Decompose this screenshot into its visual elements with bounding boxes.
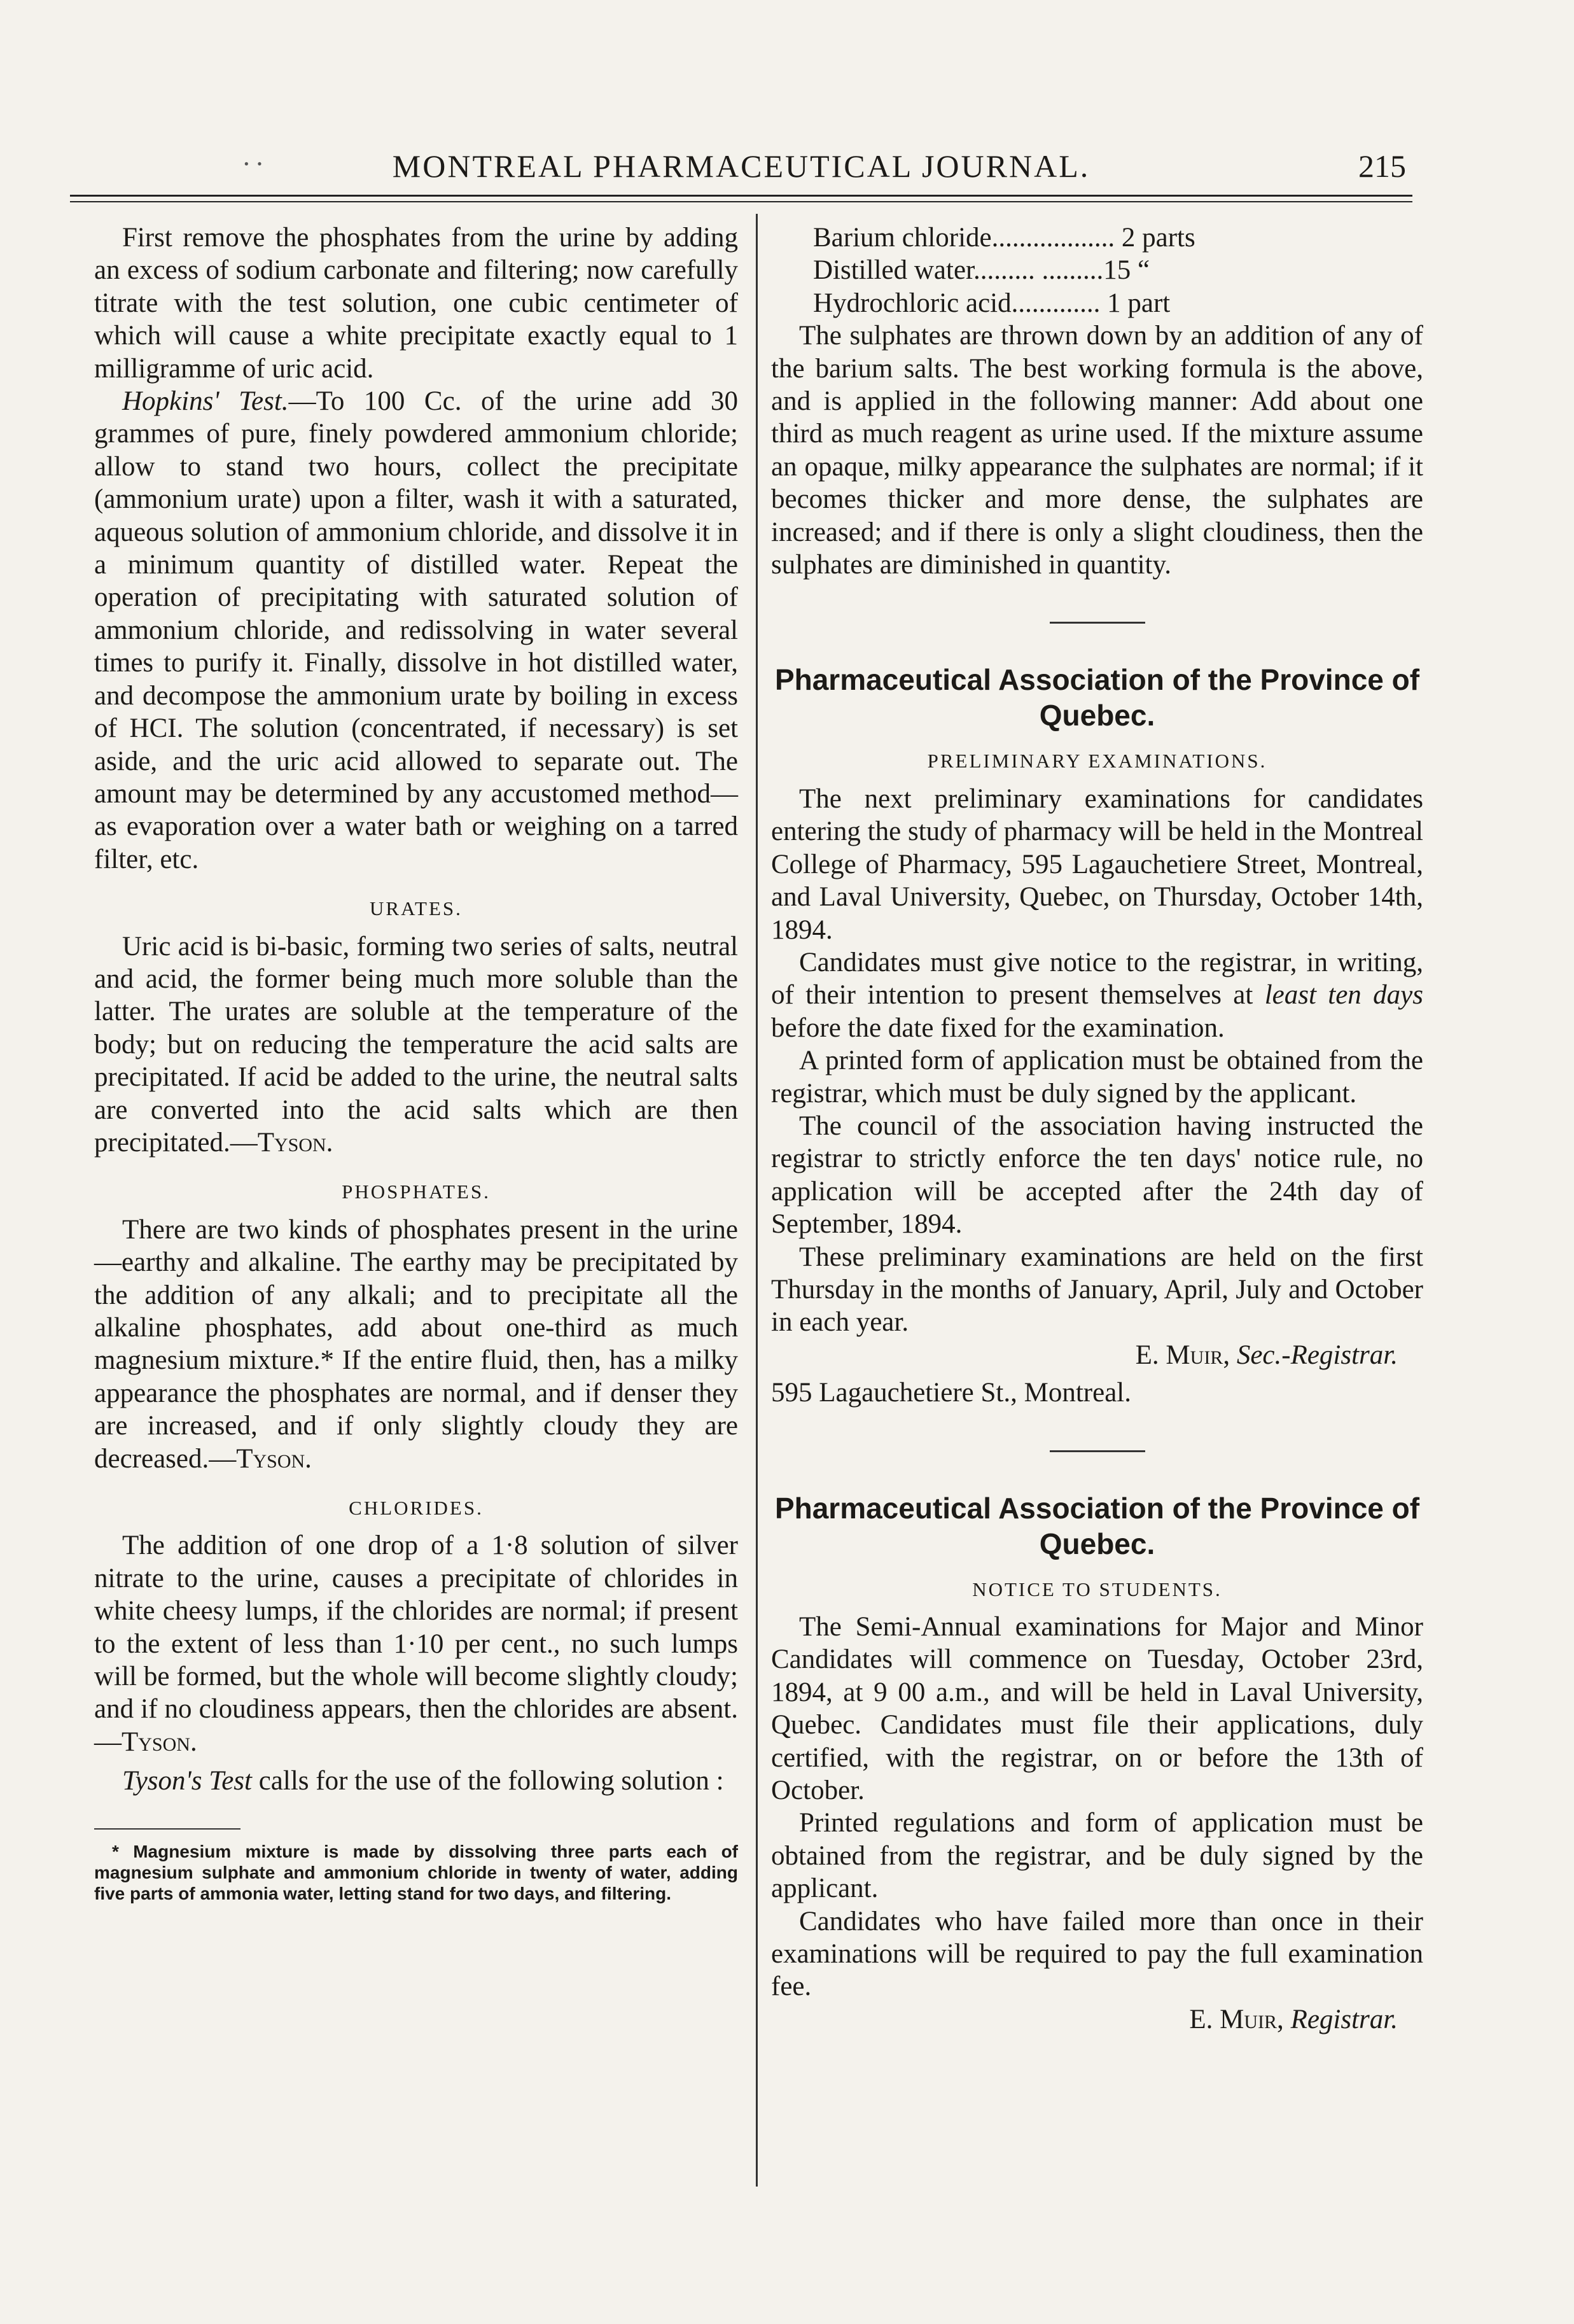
phosphates-body: There are two kinds of phosphates present in the urine—earthy and alkaline. The earthy may be precipitated by the addition of any alkali; and to precipitate all the alkaline phosphates, add about one-third as much magnesium mixture.* If the entire fluid, then, has a milky appearance the phosphates are normal, and if denser they are increased, and if only slightly cloudy they are decreased.— [94,1214,738,1474]
tyson-test-body: calls for the use of the following solution : [251,1766,724,1796]
chlorides-paragraph [94,1529,738,1758]
notice-to-students-heading: NOTICE TO STUDENTS. [972,1578,1222,1600]
preliminary-examinations-heading: PRELIMINARY EXAMINATIONS. [927,750,1267,773]
uric-acid-paragraph: First remove the phosphates from the urine by adding an excess of sodium carbonate and filtering; now carefully titrate with the test solution, one cubic centimeter of which will cause a white precipitate exactly equal to 1 milligramme of uric acid. [94,223,738,384]
preliminary-paragraph-2 [771,946,1423,1044]
section-divider [1050,622,1145,624]
footnote: * Magnesium mixture is made by dissolving three parts each of magnesium sulphate and ammonium chloride in twenty of water, adding five parts of ammonia water, letting stand for two days, and filtering. [94,1841,738,1903]
sulphates-paragraph: The sulphates are thrown down by an addition of any of the barium salts. The best working formula is the above, and is applied in the following manner: Add about one third as much reagent as urine used. If the mixture assume an opaque, milky appearance the sulphates are normal; if it becomes thicker and more dense, the sulphates are increased; and if there is only a slight cloudiness, then the sulphates are diminished in quantity. [771,321,1423,580]
preliminary-paragraph-5: These preliminary examinations are held on the first Thursday in the months of January, April, July and October in each year. [771,1242,1423,1338]
right-column [771,221,1423,2036]
tyson-test-title: Tyson's Test [122,1766,252,1796]
urates-heading: URATES. [370,897,463,920]
notice-emphasis: least ten days [1264,980,1423,1011]
hopkins-test-paragraph [94,385,738,876]
preliminary-paragraph-1: The next preliminary examinations for candidates entering the study of pharmacy will be held in the Montreal College of Pharmacy, 595 Lagauchetiere Street, Montreal, and Laval University, Quebec, on Thursday, October 14th, 1894. [771,783,1423,945]
left-column [94,221,738,1904]
chlorides-body: The addition of one drop of a 1·8 solution of silver nitrate to the urine, causes a precipitate of chlorides in white cheesy lumps, if the chlorides are normal; if present to the extent of less than 1·10 per cent., no such lumps will be formed, but the whole will become slightly cloudy; and if no cloudiness appears, then the chlorides are absent.— [94,1530,738,1757]
recipe-line [771,254,1423,286]
signature-name: E. Muir, [1189,2004,1284,2034]
signature-registrar [771,2003,1423,2036]
chlorides-source: Tyson. [122,1726,197,1757]
page-number: 215 [1358,148,1406,184]
column-divider [756,214,758,2187]
address-line: 595 Lagauchetiere St., Montreal. [771,1378,1131,1408]
footnote-rule [94,1828,240,1830]
recipe-line [771,221,1423,254]
urates-body: Uric acid is bi-basic, forming two series of salts, neutral and acid, the former being much more soluble than the latter. The urates are soluble at the temperature of the body; but on reducing the temperature the acid salts are precipitated. If acid be added to the urine, the neutral salts are converted into the acid salts which are then precipitated.— [94,931,738,1158]
notice-paragraph-3: Candidates who have failed more than once in their examinations will be required to pay the full examination fee. [771,1906,1423,2002]
section-title-preliminary: Pharmaceutical Association of the Province of Quebec. [774,663,1420,732]
urates-source: Tyson. [257,1127,333,1158]
phosphates-heading: PHOSPHATES. [342,1180,491,1203]
hopkins-test-body: —To 100 Cc. of the urine add 30 grammes of pure, finely powdered ammonium chloride; allow to stand two hours, collect the precipitate (ammonium urate) upon a filter, wash it with a saturated, aqueous solution of ammonium chloride, and dissolve it in a minimum quantity of distilled water. Repeat the operation of precipitating with saturated solution of ammonium chloride, and redissolving in water several times to purify it. Finally, dissolve in hot distilled water, and decompose the ammonium urate by boiling in excess of HCI. The solution (concentrated, if necessary) is set aside, and the uric acid allowed to separate out. The amount may be determined by any accustomed method—as evaporation over a water bath or weighing on a tarred filter, etc. [94,386,738,874]
recipe-qty: 2 parts [1121,223,1195,253]
recipe-qty: “ [1137,255,1150,286]
notice-text-b: before the date fixed for the examination. [771,1012,1225,1043]
signature-role: Sec.-Registrar. [1236,1340,1398,1370]
recipe-line [771,287,1423,319]
hopkins-test-title: Hopkins' Test. [122,386,289,417]
signature-role: Registrar. [1290,2004,1398,2034]
page-header [76,148,1406,190]
preliminary-paragraph-4: The council of the association having instructed the registrar to strictly enforce the ten days' notice rule, no application will be accepted after the 24th day of September, 1894. [771,1110,1423,1240]
tyson-test-paragraph [94,1765,738,1797]
recipe-item: Hydrochloric acid............. [813,288,1101,318]
barium-recipe [771,221,1423,319]
header-dots: ·· [242,148,268,179]
recipe-item: Distilled water......... .........15 [813,255,1131,286]
signature-name: E. Muir, [1135,1340,1230,1370]
header-rule-bottom [70,201,1412,202]
section-divider [1050,1450,1145,1452]
phosphates-source: Tyson. [236,1443,312,1474]
phosphates-paragraph [94,1214,738,1475]
notice-paragraph-2: Printed regulations and form of application must be obtained from the registrar, and be duly signed by the applicant. [771,1808,1423,1904]
notice-text-a: Candidates must give notice to the registrar, in writing, of their intention to present themselves at [771,947,1423,1011]
section-title-notice: Pharmaceutical Association of the Province of Quebec. [774,1491,1420,1560]
recipe-qty: 1 part [1107,288,1171,318]
journal-title: MONTREAL PHARMACEUTICAL JOURNAL. [392,148,1090,184]
urates-paragraph [94,930,738,1159]
signature-sec-registrar [771,1339,1423,1371]
preliminary-paragraph-3: A printed form of application must be obtained from the registrar, which must be duly signed by the applicant. [771,1046,1423,1109]
chlorides-heading: CHLORIDES. [349,1497,484,1520]
header-rule-top [70,195,1412,197]
recipe-item: Barium chloride.................. [813,223,1115,253]
notice-paragraph-1: The Semi-Annual examinations for Major and Minor Candidates will commence on Tuesday, October 23rd, 1894, at 9 00 a.m., and will be held in Laval University, Quebec. Candidates must file their applications, duly certified, with the registrar, on or before the 13th of October. [771,1612,1423,1806]
